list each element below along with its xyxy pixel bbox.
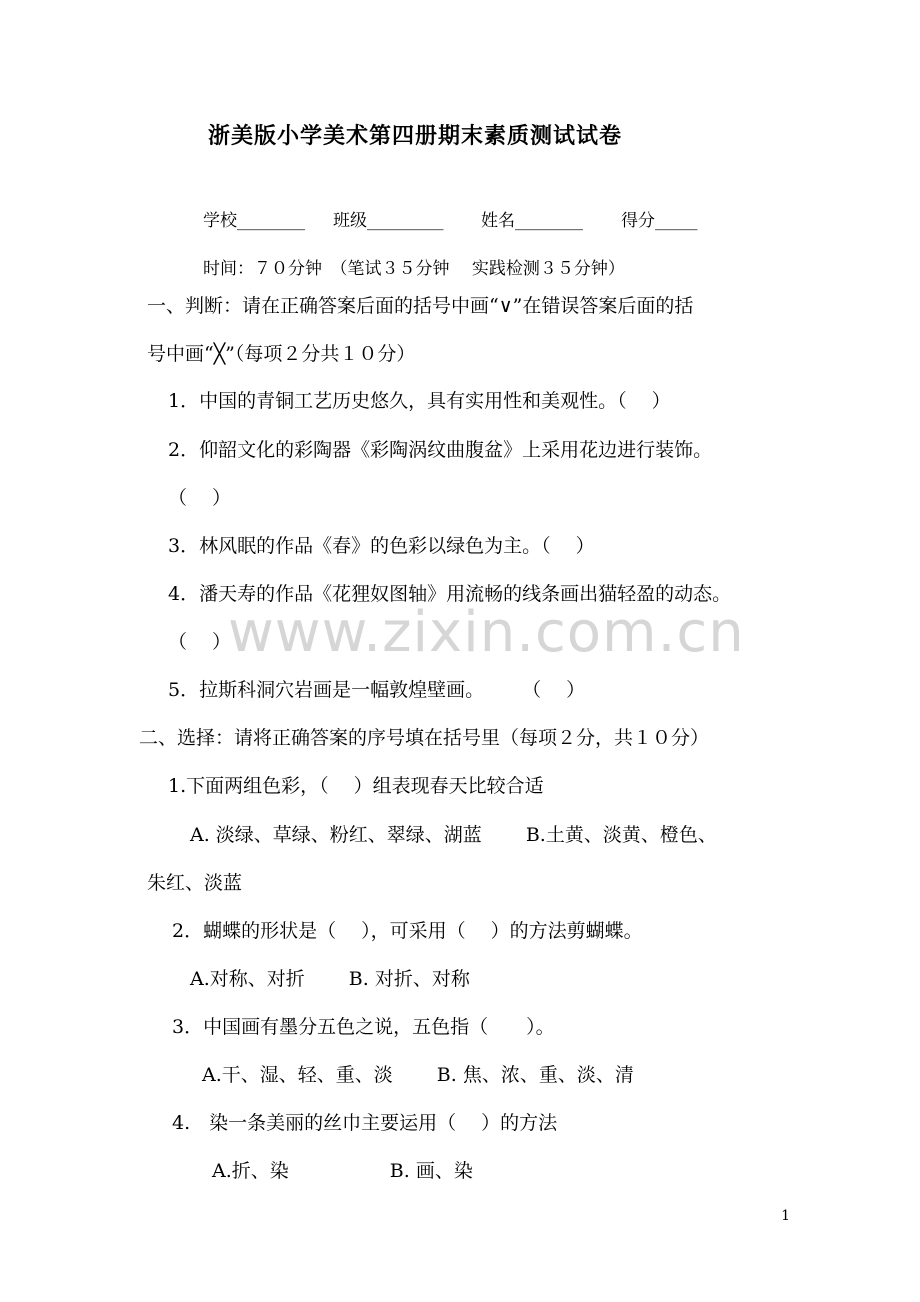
- s2-question-3: 3．中国画有墨分五色之说，五色指（ ）。: [172, 1016, 555, 1038]
- s2-question-1: 1.下面两组色彩，（ ）组表现春天比较合适: [168, 775, 544, 797]
- s1-question-5: 5．拉斯科洞穴岩画是一幅敦煌壁画。 （ ）: [168, 679, 586, 701]
- page-title: 浙美版小学美术第四册期末素质测试试卷: [208, 123, 623, 149]
- s1-question-4: 4．潘天寿的作品《花狸奴图轴》用流畅的线条画出猫轻盈的动态。: [168, 583, 732, 605]
- s1-question-4-paren: （ ）: [168, 631, 232, 653]
- score-field: 得分_____: [621, 211, 698, 231]
- page-number: 1: [781, 1208, 790, 1224]
- s2-question-2: 2．蝴蝶的形状是（ ），可采用（ ）的方法剪蝴蝶。: [172, 920, 643, 942]
- section1-heading-cont: 号中画“╳”（每项２分共１０分）: [147, 343, 416, 365]
- section2-heading: 二、选择：请将正确答案的序号填在括号里（每项２分，共１０分）: [139, 727, 710, 749]
- s1-question-2-paren: （ ）: [168, 487, 232, 509]
- time-line: 时间：７０分钟 （笔试３５分钟 实践检测３５分钟）: [203, 259, 625, 279]
- watermark: www.zixin.com.cn: [228, 600, 745, 665]
- s2-question-4: 4. 染一条美丽的丝巾主要运用（ ）的方法: [172, 1112, 558, 1134]
- s2-question-4-options: A.折、染 B. 画、染: [212, 1160, 473, 1182]
- s1-question-1: 1．中国的青铜工艺历史悠久，具有实用性和美观性。（ ）: [168, 390, 671, 412]
- s2-question-1-options: A. 淡绿、草绿、粉红、翠绿、湖蓝 B.土黄、淡黄、橙色、: [190, 824, 717, 846]
- s2-question-1-options-cont: 朱红、淡蓝: [147, 872, 243, 894]
- class-field: 班级_________: [333, 211, 444, 231]
- school-field: 学校________: [203, 211, 305, 231]
- s2-question-2-options: A.对称、对折 B. 对折、对称: [190, 968, 470, 990]
- s1-question-2: 2．仰韶文化的彩陶器《彩陶涡纹曲腹盆》上采用花边进行装饰。: [168, 439, 713, 461]
- name-field: 姓名________: [481, 211, 583, 231]
- section1-heading: 一、判断：请在正确答案后面的括号中画“∨”在错误答案后面的括: [147, 295, 694, 317]
- s1-question-3: 3．林风眠的作品《春》的色彩以绿色为主。（ ）: [168, 535, 595, 557]
- s2-question-3-options: A.干、湿、轻、重、淡 B. 焦、浓、重、淡、清: [202, 1064, 634, 1086]
